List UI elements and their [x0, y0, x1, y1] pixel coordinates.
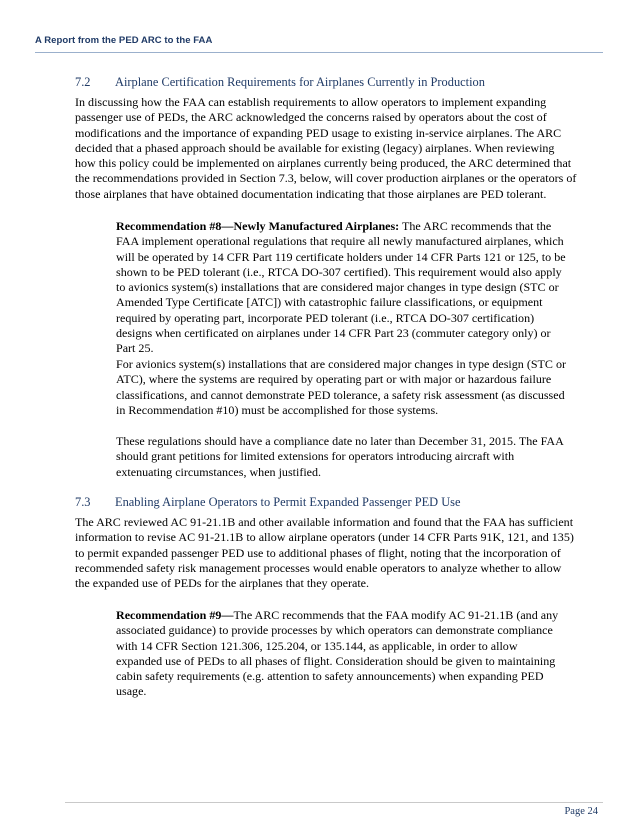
page-number: Page 24: [564, 806, 598, 817]
section-heading-7-2: [75, 75, 485, 90]
section-title: Airplane Certification Requirements for Airplanes Currently in Production: [115, 75, 485, 89]
section-number: 7.2: [75, 75, 91, 89]
recommendation-9-paragraph: [116, 608, 566, 700]
header-divider: [35, 52, 603, 53]
recommendation-9-label: Recommendation #9—: [116, 608, 234, 622]
section-number: 7.3: [75, 495, 91, 509]
recommendation-9-text: The ARC recommends that the FAA modify AC 91-21.1B (and any associated guidance) to provide processes by which operators can demonstrate compliance with 14 CFR Section 121.306, 125.204, or 135.144, as applicable, in order to allow expanded use of PEDs to all phases of flight. Consideration should be given to maintaining cabin safety requirements (e.g. attention to safety announcements) when expanding PED usage.: [116, 608, 559, 699]
footer-divider: [65, 802, 603, 803]
section-intro-paragraph: The ARC reviewed AC 91-21.1B and other available information and found that the FAA has sufficient information to revise AC 91-21.1B to allow airplane operators (under 14 CFR Parts 91K, 121, and 135) to permit expanded passenger PED use to additional phases of flight, noting that the incorporation of recommended safety risk management processes would enable operators to analyze whether to allow the expanded use of PEDs for the airplanes that they operate.: [75, 515, 574, 591]
recommendation-8-label: Recommendation #8—Newly Manufactured Airplanes:: [116, 219, 400, 233]
section-intro-paragraph: In discussing how the FAA can establish requirements to allow operators to implement expanding passenger use of PEDs, the ARC acknowledged the concerns raised by operators about the cost of modifications and the importance of expanding PED usage to existing in-service airplanes. The ARC decided that a phased approach should be available for existing (legacy) airplanes. When reviewing how this policy could be implemented on airplanes currently being produced, the ARC determined that the recommendations provided in Section 7.3, below, will cover production airplanes or the operators of those airplanes that have obtained documentation indicating that those airplanes are PED tolerant.: [75, 95, 577, 201]
recommendation-8-paragraph: [116, 219, 566, 357]
recommendation-8-paragraph-2: For avionics system(s) installations that are considered major changes in type design (STC or ATC), where the systems are required by operating part or with major or hazardous failure classifications, and cannot demonstrate PED tolerance, a safety risk assessment (as discussed in Recommendation #10) must be accomplished for those systems.: [116, 357, 566, 417]
recommendation-8-paragraph-3: These regulations should have a compliance date no later than December 31, 2015. The FAA should grant petitions for limited extensions for operators introducing aircraft with extenuating circumstances, when justified.: [116, 434, 564, 479]
section-title: Enabling Airplane Operators to Permit Expanded Passenger PED Use: [115, 495, 461, 509]
recommendation-8-text: The ARC recommends that the FAA implement operational regulations that require all newly manufactured airplanes, which will be operated by 14 CFR Part 119 certificate holders under 14 CFR Parts 121 or 125, to be shown to be PED tolerant (i.e., RTCA DO-307 certified). This requirement would also apply to avionics system(s) installations that are considered major changes in type design (STC or Amended Type Certificate [ATC]) with catastrophic failure classifications, or equipment required by operating part, incorporate PED tolerant (i.e., RTCA DO-307 certification) designs when certificated on airplanes under 14 CFR Part 23 (commuter category only) or Part 25.: [116, 219, 566, 356]
section-heading-7-3: [75, 495, 461, 510]
running-header: A Report from the PED ARC to the FAA: [35, 35, 213, 46]
